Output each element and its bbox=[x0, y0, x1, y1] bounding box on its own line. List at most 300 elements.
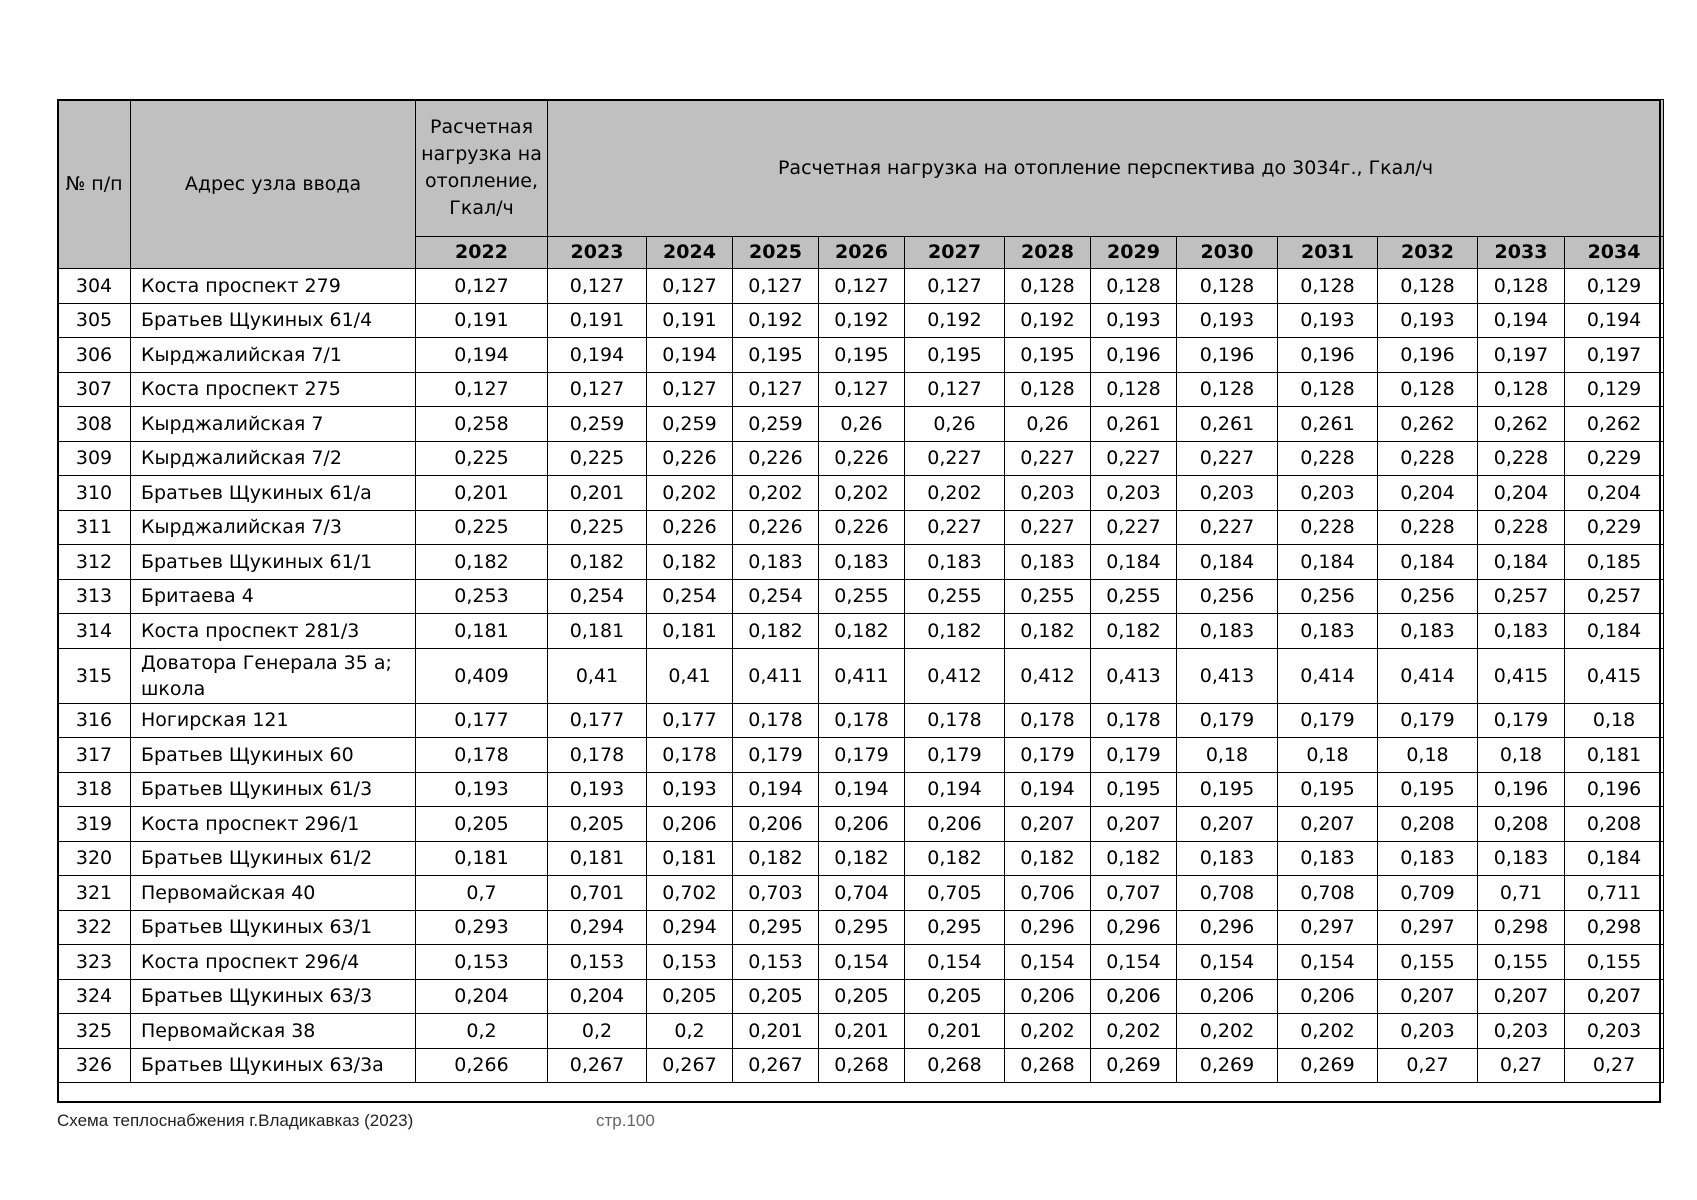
table-row bbox=[58, 807, 1664, 842]
row-address: Первомайская 40 bbox=[131, 876, 416, 911]
table-row bbox=[58, 303, 1664, 338]
load-value-2031: 0,207 bbox=[1278, 807, 1378, 842]
row-address: Братьев Щукиных 63/3 bbox=[131, 979, 416, 1014]
load-value-2026: 0,704 bbox=[819, 876, 905, 911]
load-value-2026: 0,205 bbox=[819, 979, 905, 1014]
load-value-2028: 0,154 bbox=[1005, 945, 1091, 980]
load-value-2025: 0,411 bbox=[733, 648, 819, 703]
load-value-2031: 0,128 bbox=[1278, 269, 1378, 304]
row-num: 325 bbox=[58, 1014, 131, 1049]
row-address: Кырджалийская 7 bbox=[131, 407, 416, 442]
load-value-2034: 0,181 bbox=[1565, 738, 1664, 773]
load-value-2029: 0,154 bbox=[1091, 945, 1177, 980]
load-value-2034: 0,184 bbox=[1565, 841, 1664, 876]
load-value-2027: 0,182 bbox=[905, 614, 1005, 649]
table-row bbox=[58, 614, 1664, 649]
load-value-2032: 0,128 bbox=[1378, 372, 1478, 407]
row-num: 319 bbox=[58, 807, 131, 842]
load-value-2026: 0,268 bbox=[819, 1048, 905, 1083]
load-value-2024: 0,193 bbox=[647, 772, 733, 807]
load-value-2025: 0,254 bbox=[733, 579, 819, 614]
load-value-2032: 0,183 bbox=[1378, 841, 1478, 876]
load-value-2024: 0,153 bbox=[647, 945, 733, 980]
load-value-2033: 0,228 bbox=[1478, 510, 1565, 545]
load-value-2022: 0,194 bbox=[416, 338, 548, 373]
row-num: 326 bbox=[58, 1048, 131, 1083]
load-value-2031: 0,202 bbox=[1278, 1014, 1378, 1049]
load-value-2028: 0,255 bbox=[1005, 579, 1091, 614]
load-value-2034: 0,197 bbox=[1565, 338, 1664, 373]
load-value-2022: 0,191 bbox=[416, 303, 548, 338]
load-value-2032: 0,207 bbox=[1378, 979, 1478, 1014]
load-value-2033: 0,128 bbox=[1478, 372, 1565, 407]
load-value-2034: 0,184 bbox=[1565, 614, 1664, 649]
load-value-2024: 0,177 bbox=[647, 703, 733, 738]
load-value-2029: 0,128 bbox=[1091, 372, 1177, 407]
load-value-2026: 0,255 bbox=[819, 579, 905, 614]
header-year-2031: 2031 bbox=[1278, 237, 1378, 269]
row-address: Коста проспект 279 bbox=[131, 269, 416, 304]
load-value-2028: 0,195 bbox=[1005, 338, 1091, 373]
load-value-2023: 0,267 bbox=[548, 1048, 647, 1083]
load-value-2023: 0,259 bbox=[548, 407, 647, 442]
load-value-2031: 0,269 bbox=[1278, 1048, 1378, 1083]
load-value-2033: 0,194 bbox=[1478, 303, 1565, 338]
load-value-2030: 0,227 bbox=[1177, 510, 1278, 545]
load-value-2032: 0,208 bbox=[1378, 807, 1478, 842]
row-address: Коста проспект 296/1 bbox=[131, 807, 416, 842]
table-row bbox=[58, 703, 1664, 738]
load-value-2032: 0,27 bbox=[1378, 1048, 1478, 1083]
load-value-2027: 0,255 bbox=[905, 579, 1005, 614]
header-year-2022: 2022 bbox=[416, 237, 548, 269]
row-num: 323 bbox=[58, 945, 131, 980]
load-value-2024: 0,202 bbox=[647, 476, 733, 511]
load-value-2026: 0,127 bbox=[819, 372, 905, 407]
load-value-2024: 0,182 bbox=[647, 545, 733, 580]
load-value-2034: 0,229 bbox=[1565, 441, 1664, 476]
load-value-2032: 0,18 bbox=[1378, 738, 1478, 773]
load-value-2026: 0,179 bbox=[819, 738, 905, 773]
load-value-2028: 0,202 bbox=[1005, 1014, 1091, 1049]
load-value-2031: 0,183 bbox=[1278, 841, 1378, 876]
load-value-2027: 0,194 bbox=[905, 772, 1005, 807]
load-value-2031: 0,195 bbox=[1278, 772, 1378, 807]
load-value-2024: 0,178 bbox=[647, 738, 733, 773]
load-value-2033: 0,203 bbox=[1478, 1014, 1565, 1049]
load-value-2027: 0,154 bbox=[905, 945, 1005, 980]
row-address: Коста проспект 275 bbox=[131, 372, 416, 407]
load-value-2030: 0,413 bbox=[1177, 648, 1278, 703]
load-value-2030: 0,196 bbox=[1177, 338, 1278, 373]
row-address: Бритаева 4 bbox=[131, 579, 416, 614]
load-value-2023: 0,204 bbox=[548, 979, 647, 1014]
row-num: 309 bbox=[58, 441, 131, 476]
header-load: Расчетная нагрузка на отопление, Гкал/ч bbox=[416, 100, 548, 237]
load-value-2027: 0,195 bbox=[905, 338, 1005, 373]
load-value-2025: 0,267 bbox=[733, 1048, 819, 1083]
load-value-2024: 0,194 bbox=[647, 338, 733, 373]
heat-load-table-wrapper bbox=[57, 99, 1661, 1083]
load-value-2024: 0,259 bbox=[647, 407, 733, 442]
load-value-2022: 0,153 bbox=[416, 945, 548, 980]
load-value-2024: 0,226 bbox=[647, 510, 733, 545]
load-value-2026: 0,194 bbox=[819, 772, 905, 807]
row-num: 318 bbox=[58, 772, 131, 807]
load-value-2023: 0,225 bbox=[548, 510, 647, 545]
load-value-2028: 0,128 bbox=[1005, 269, 1091, 304]
load-value-2027: 0,705 bbox=[905, 876, 1005, 911]
load-value-2022: 0,205 bbox=[416, 807, 548, 842]
load-value-2029: 0,128 bbox=[1091, 269, 1177, 304]
load-value-2027: 0,202 bbox=[905, 476, 1005, 511]
load-value-2027: 0,227 bbox=[905, 441, 1005, 476]
row-address: Кырджалийская 7/3 bbox=[131, 510, 416, 545]
load-value-2024: 0,41 bbox=[647, 648, 733, 703]
load-value-2023: 0,181 bbox=[548, 614, 647, 649]
load-value-2022: 0,181 bbox=[416, 614, 548, 649]
row-address: Кырджалийская 7/1 bbox=[131, 338, 416, 373]
load-value-2033: 0,207 bbox=[1478, 979, 1565, 1014]
load-value-2032: 0,184 bbox=[1378, 545, 1478, 580]
load-value-2030: 0,256 bbox=[1177, 579, 1278, 614]
load-value-2028: 0,128 bbox=[1005, 372, 1091, 407]
table-row bbox=[58, 269, 1664, 304]
load-value-2032: 0,128 bbox=[1378, 269, 1478, 304]
load-value-2023: 0,178 bbox=[548, 738, 647, 773]
load-value-2026: 0,26 bbox=[819, 407, 905, 442]
load-value-2030: 0,18 bbox=[1177, 738, 1278, 773]
header-year-2025: 2025 bbox=[733, 237, 819, 269]
load-value-2033: 0,27 bbox=[1478, 1048, 1565, 1083]
load-value-2025: 0,192 bbox=[733, 303, 819, 338]
header-year-2026: 2026 bbox=[819, 237, 905, 269]
load-value-2022: 0,225 bbox=[416, 441, 548, 476]
load-value-2030: 0,179 bbox=[1177, 703, 1278, 738]
load-value-2031: 0,179 bbox=[1278, 703, 1378, 738]
load-value-2025: 0,179 bbox=[733, 738, 819, 773]
load-value-2029: 0,227 bbox=[1091, 510, 1177, 545]
load-value-2029: 0,195 bbox=[1091, 772, 1177, 807]
load-value-2024: 0,191 bbox=[647, 303, 733, 338]
load-value-2034: 0,155 bbox=[1565, 945, 1664, 980]
heat-load-table bbox=[57, 99, 1664, 1083]
load-value-2027: 0,192 bbox=[905, 303, 1005, 338]
load-value-2034: 0,203 bbox=[1565, 1014, 1664, 1049]
load-value-2028: 0,178 bbox=[1005, 703, 1091, 738]
load-value-2024: 0,206 bbox=[647, 807, 733, 842]
load-value-2025: 0,182 bbox=[733, 614, 819, 649]
table-row bbox=[58, 338, 1664, 373]
load-value-2026: 0,295 bbox=[819, 910, 905, 945]
load-value-2028: 0,706 bbox=[1005, 876, 1091, 911]
row-num: 307 bbox=[58, 372, 131, 407]
load-value-2025: 0,183 bbox=[733, 545, 819, 580]
table-row bbox=[58, 372, 1664, 407]
table-row bbox=[58, 772, 1664, 807]
load-value-2028: 0,192 bbox=[1005, 303, 1091, 338]
load-value-2027: 0,178 bbox=[905, 703, 1005, 738]
load-value-2026: 0,182 bbox=[819, 841, 905, 876]
load-value-2022: 0,2 bbox=[416, 1014, 548, 1049]
load-value-2029: 0,184 bbox=[1091, 545, 1177, 580]
load-value-2034: 0,257 bbox=[1565, 579, 1664, 614]
load-value-2026: 0,226 bbox=[819, 510, 905, 545]
load-value-2030: 0,269 bbox=[1177, 1048, 1278, 1083]
load-value-2024: 0,205 bbox=[647, 979, 733, 1014]
load-value-2022: 0,127 bbox=[416, 269, 548, 304]
load-value-2027: 0,268 bbox=[905, 1048, 1005, 1083]
table-body bbox=[58, 269, 1664, 1083]
load-value-2023: 0,181 bbox=[548, 841, 647, 876]
load-value-2024: 0,254 bbox=[647, 579, 733, 614]
load-value-2023: 0,191 bbox=[548, 303, 647, 338]
load-value-2032: 0,228 bbox=[1378, 510, 1478, 545]
load-value-2034: 0,18 bbox=[1565, 703, 1664, 738]
row-num: 321 bbox=[58, 876, 131, 911]
load-value-2034: 0,194 bbox=[1565, 303, 1664, 338]
load-value-2032: 0,414 bbox=[1378, 648, 1478, 703]
load-value-2025: 0,153 bbox=[733, 945, 819, 980]
load-value-2025: 0,295 bbox=[733, 910, 819, 945]
load-value-2032: 0,179 bbox=[1378, 703, 1478, 738]
load-value-2024: 0,226 bbox=[647, 441, 733, 476]
row-address: Братьев Щукиных 63/1 bbox=[131, 910, 416, 945]
load-value-2026: 0,127 bbox=[819, 269, 905, 304]
load-value-2033: 0,197 bbox=[1478, 338, 1565, 373]
load-value-2034: 0,208 bbox=[1565, 807, 1664, 842]
load-value-2032: 0,262 bbox=[1378, 407, 1478, 442]
load-value-2026: 0,201 bbox=[819, 1014, 905, 1049]
load-value-2032: 0,155 bbox=[1378, 945, 1478, 980]
row-num: 317 bbox=[58, 738, 131, 773]
load-value-2026: 0,154 bbox=[819, 945, 905, 980]
header-year-2024: 2024 bbox=[647, 237, 733, 269]
table-row bbox=[58, 1014, 1664, 1049]
row-address: Братьев Щукиных 60 bbox=[131, 738, 416, 773]
row-num: 305 bbox=[58, 303, 131, 338]
load-value-2034: 0,207 bbox=[1565, 979, 1664, 1014]
load-value-2022: 0,253 bbox=[416, 579, 548, 614]
load-value-2031: 0,297 bbox=[1278, 910, 1378, 945]
load-value-2026: 0,178 bbox=[819, 703, 905, 738]
load-value-2029: 0,182 bbox=[1091, 841, 1177, 876]
load-value-2034: 0,204 bbox=[1565, 476, 1664, 511]
load-value-2031: 0,203 bbox=[1278, 476, 1378, 511]
load-value-2028: 0,412 bbox=[1005, 648, 1091, 703]
load-value-2026: 0,411 bbox=[819, 648, 905, 703]
load-value-2025: 0,127 bbox=[733, 269, 819, 304]
load-value-2025: 0,226 bbox=[733, 510, 819, 545]
table-header bbox=[58, 100, 1664, 269]
load-value-2025: 0,194 bbox=[733, 772, 819, 807]
load-value-2026: 0,182 bbox=[819, 614, 905, 649]
load-value-2033: 0,155 bbox=[1478, 945, 1565, 980]
load-value-2033: 0,18 bbox=[1478, 738, 1565, 773]
row-address: Первомайская 38 bbox=[131, 1014, 416, 1049]
row-num: 312 bbox=[58, 545, 131, 580]
load-value-2024: 0,181 bbox=[647, 614, 733, 649]
load-value-2031: 0,414 bbox=[1278, 648, 1378, 703]
load-value-2023: 0,177 bbox=[548, 703, 647, 738]
load-value-2026: 0,206 bbox=[819, 807, 905, 842]
load-value-2034: 0,27 bbox=[1565, 1048, 1664, 1083]
row-address: Братьев Щукиных 61/1 bbox=[131, 545, 416, 580]
load-value-2022: 0,225 bbox=[416, 510, 548, 545]
load-value-2029: 0,255 bbox=[1091, 579, 1177, 614]
table-row bbox=[58, 510, 1664, 545]
load-value-2034: 0,129 bbox=[1565, 269, 1664, 304]
load-value-2030: 0,184 bbox=[1177, 545, 1278, 580]
row-address: Ногирская 121 bbox=[131, 703, 416, 738]
load-value-2030: 0,296 bbox=[1177, 910, 1278, 945]
load-value-2031: 0,183 bbox=[1278, 614, 1378, 649]
header-num: № п/п bbox=[58, 100, 131, 269]
load-value-2026: 0,183 bbox=[819, 545, 905, 580]
load-value-2028: 0,194 bbox=[1005, 772, 1091, 807]
row-num: 315 bbox=[58, 648, 131, 703]
load-value-2030: 0,227 bbox=[1177, 441, 1278, 476]
load-value-2023: 0,127 bbox=[548, 372, 647, 407]
load-value-2025: 0,195 bbox=[733, 338, 819, 373]
load-value-2022: 0,409 bbox=[416, 648, 548, 703]
load-value-2028: 0,26 bbox=[1005, 407, 1091, 442]
load-value-2029: 0,182 bbox=[1091, 614, 1177, 649]
load-value-2034: 0,711 bbox=[1565, 876, 1664, 911]
load-value-2028: 0,183 bbox=[1005, 545, 1091, 580]
load-value-2033: 0,183 bbox=[1478, 614, 1565, 649]
load-value-2025: 0,201 bbox=[733, 1014, 819, 1049]
load-value-2030: 0,193 bbox=[1177, 303, 1278, 338]
load-value-2022: 0,182 bbox=[416, 545, 548, 580]
header-year-2023: 2023 bbox=[548, 237, 647, 269]
load-value-2030: 0,154 bbox=[1177, 945, 1278, 980]
load-value-2034: 0,196 bbox=[1565, 772, 1664, 807]
load-value-2029: 0,179 bbox=[1091, 738, 1177, 773]
load-value-2027: 0,182 bbox=[905, 841, 1005, 876]
load-value-2031: 0,708 bbox=[1278, 876, 1378, 911]
row-num: 311 bbox=[58, 510, 131, 545]
load-value-2028: 0,268 bbox=[1005, 1048, 1091, 1083]
table-row bbox=[58, 648, 1664, 703]
load-value-2023: 0,254 bbox=[548, 579, 647, 614]
load-value-2025: 0,182 bbox=[733, 841, 819, 876]
table-row bbox=[58, 910, 1664, 945]
table-row bbox=[58, 738, 1664, 773]
load-value-2032: 0,193 bbox=[1378, 303, 1478, 338]
load-value-2031: 0,193 bbox=[1278, 303, 1378, 338]
load-value-2033: 0,204 bbox=[1478, 476, 1565, 511]
load-value-2032: 0,256 bbox=[1378, 579, 1478, 614]
load-value-2031: 0,261 bbox=[1278, 407, 1378, 442]
load-value-2022: 0,266 bbox=[416, 1048, 548, 1083]
row-address: Коста проспект 296/4 bbox=[131, 945, 416, 980]
load-value-2030: 0,183 bbox=[1177, 614, 1278, 649]
load-value-2030: 0,202 bbox=[1177, 1014, 1278, 1049]
row-num: 324 bbox=[58, 979, 131, 1014]
header-year-2032: 2032 bbox=[1378, 237, 1478, 269]
load-value-2030: 0,261 bbox=[1177, 407, 1278, 442]
load-value-2033: 0,208 bbox=[1478, 807, 1565, 842]
load-value-2034: 0,298 bbox=[1565, 910, 1664, 945]
load-value-2031: 0,206 bbox=[1278, 979, 1378, 1014]
table-row bbox=[58, 407, 1664, 442]
footer-page-number: стр.100 bbox=[596, 1111, 655, 1130]
load-value-2031: 0,184 bbox=[1278, 545, 1378, 580]
load-value-2030: 0,708 bbox=[1177, 876, 1278, 911]
load-value-2029: 0,227 bbox=[1091, 441, 1177, 476]
load-value-2033: 0,196 bbox=[1478, 772, 1565, 807]
row-address: Братьев Щукиных 63/3а bbox=[131, 1048, 416, 1083]
load-value-2029: 0,196 bbox=[1091, 338, 1177, 373]
load-value-2033: 0,128 bbox=[1478, 269, 1565, 304]
load-value-2029: 0,269 bbox=[1091, 1048, 1177, 1083]
load-value-2032: 0,709 bbox=[1378, 876, 1478, 911]
load-value-2023: 0,153 bbox=[548, 945, 647, 980]
load-value-2031: 0,228 bbox=[1278, 510, 1378, 545]
table-row bbox=[58, 876, 1664, 911]
header-year-2034: 2034 bbox=[1565, 237, 1664, 269]
load-value-2033: 0,257 bbox=[1478, 579, 1565, 614]
load-value-2031: 0,18 bbox=[1278, 738, 1378, 773]
load-value-2034: 0,185 bbox=[1565, 545, 1664, 580]
load-value-2026: 0,202 bbox=[819, 476, 905, 511]
header-year-2033: 2033 bbox=[1478, 237, 1565, 269]
load-value-2024: 0,294 bbox=[647, 910, 733, 945]
table-row bbox=[58, 1048, 1664, 1083]
load-value-2023: 0,127 bbox=[548, 269, 647, 304]
header-year-2028: 2028 bbox=[1005, 237, 1091, 269]
load-value-2024: 0,127 bbox=[647, 372, 733, 407]
row-address: Коста проспект 281/3 bbox=[131, 614, 416, 649]
row-num: 306 bbox=[58, 338, 131, 373]
load-value-2030: 0,128 bbox=[1177, 372, 1278, 407]
load-value-2031: 0,256 bbox=[1278, 579, 1378, 614]
table-row bbox=[58, 545, 1664, 580]
load-value-2033: 0,71 bbox=[1478, 876, 1565, 911]
load-value-2029: 0,202 bbox=[1091, 1014, 1177, 1049]
load-value-2026: 0,226 bbox=[819, 441, 905, 476]
header-year-2030: 2030 bbox=[1177, 237, 1278, 269]
load-value-2030: 0,206 bbox=[1177, 979, 1278, 1014]
load-value-2027: 0,179 bbox=[905, 738, 1005, 773]
load-value-2023: 0,201 bbox=[548, 476, 647, 511]
load-value-2028: 0,227 bbox=[1005, 510, 1091, 545]
load-value-2030: 0,195 bbox=[1177, 772, 1278, 807]
load-value-2031: 0,154 bbox=[1278, 945, 1378, 980]
load-value-2033: 0,179 bbox=[1478, 703, 1565, 738]
load-value-2031: 0,228 bbox=[1278, 441, 1378, 476]
load-value-2028: 0,227 bbox=[1005, 441, 1091, 476]
load-value-2029: 0,207 bbox=[1091, 807, 1177, 842]
load-value-2034: 0,229 bbox=[1565, 510, 1664, 545]
load-value-2033: 0,298 bbox=[1478, 910, 1565, 945]
table-row bbox=[58, 579, 1664, 614]
table-row bbox=[58, 441, 1664, 476]
table-row bbox=[58, 945, 1664, 980]
load-value-2025: 0,226 bbox=[733, 441, 819, 476]
load-value-2031: 0,196 bbox=[1278, 338, 1378, 373]
load-value-2034: 0,415 bbox=[1565, 648, 1664, 703]
row-num: 304 bbox=[58, 269, 131, 304]
footer-document-title: Схема теплоснабжения г.Владикавказ (2023) bbox=[57, 1111, 414, 1130]
row-num: 308 bbox=[58, 407, 131, 442]
load-value-2027: 0,183 bbox=[905, 545, 1005, 580]
load-value-2028: 0,203 bbox=[1005, 476, 1091, 511]
load-value-2027: 0,227 bbox=[905, 510, 1005, 545]
header-year-2029: 2029 bbox=[1091, 237, 1177, 269]
load-value-2027: 0,412 bbox=[905, 648, 1005, 703]
